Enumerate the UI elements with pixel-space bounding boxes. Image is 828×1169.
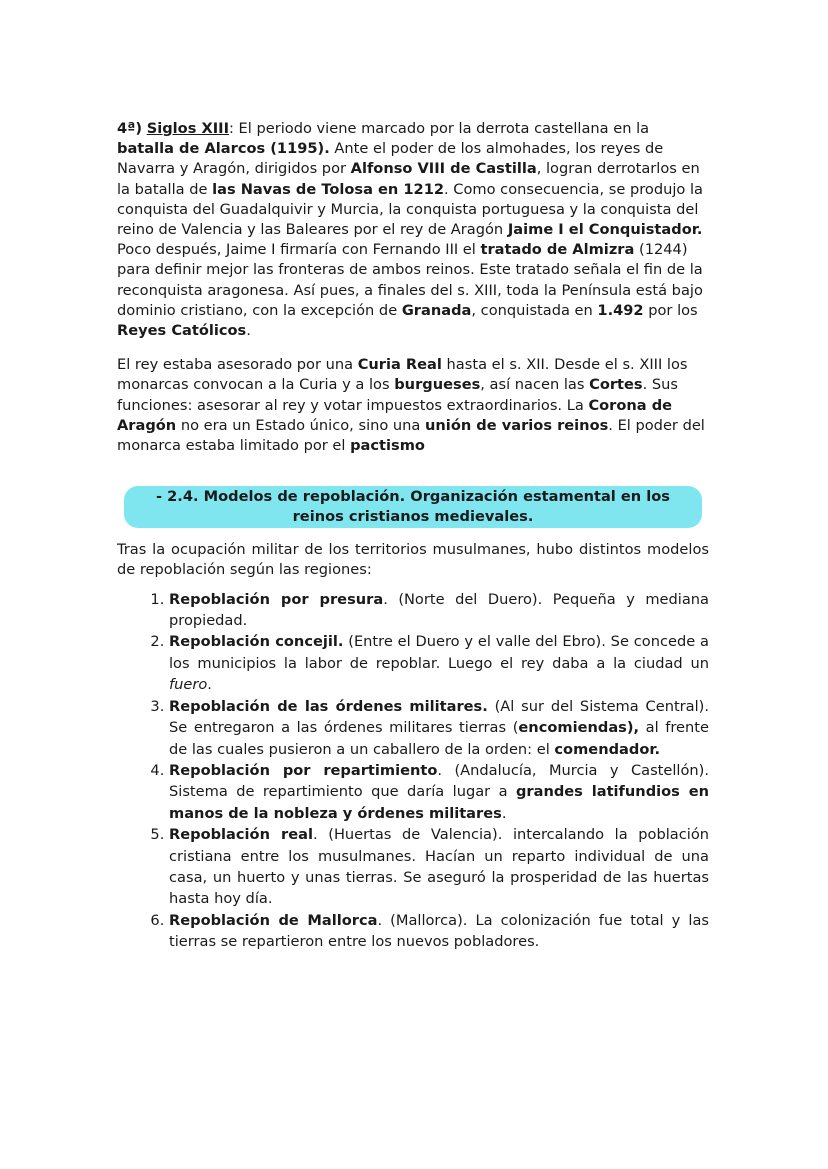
document-page	[117, 119, 709, 953]
list-item: 4. Repoblación por repartimiento. (Andalucía, Murcia y Castellón). Sistema de repartimiento que daría lugar a grandes latifundios en manos de la nobleza y órdenes militares.	[169, 760, 709, 824]
section-number: 4ª)	[117, 120, 143, 137]
section-4-paragraph: 4ª) Siglos XIII: El periodo viene marcado por la derrota castellana en la batalla de Alarcos (1195). Ante el poder de los almohades, los reyes de Navarra y Aragón, dirigidos por Alfonso VIII de Castilla, logran derrotarlos en la batalla de las Navas de Tolosa en 1212. Como consecuencia, se produjo la conquista del Guadalquivir y Murcia, la conquista portuguesa y la conquista del reino de Valencia y las Baleares por el rey de Aragón Jaime I el Conquistador. Poco después, Jaime I firmaría con Fernando III el tratado de Almizra (1244) para definir mejor las fronteras de ambos reinos. Este tratado señala el fin de la reconquista aragonesa. Así pues, a finales del s. XIII, toda la Península está bajo dominio cristiano, con la excepción de Granada, conquistada en 1.492 por los Reyes Católicos.	[117, 120, 703, 340]
section-banner-wrapper	[117, 486, 709, 528]
intro-paragraph: Tras la ocupación militar de los territorios musulmanes, hubo distintos modelos de repoblación según las regiones:	[117, 541, 709, 579]
list-item: 3. Repoblación de las órdenes militares. (Al sur del Sistema Central). Se entregaron a las órdenes militares tierras (encomiendas), al frente de las cuales pusieron a un caballero de la orden: el comendador.	[169, 696, 709, 760]
list-item: 5. Repoblación real. (Huertas de Valencia). intercalando la población cristiana entre los musulmanes. Hacían un reparto individual de una casa, un huerto y unas tierras. Se aseguró la prosperidad de las huertas hasta hoy día.	[169, 824, 709, 910]
monarchy-paragraph: El rey estaba asesorado por una Curia Real hasta el s. XII. Desde el s. XIII los monarcas convocan a la Curia y a los burgueses, así nacen las Cortes. Sus funciones: asesorar al rey y votar impuestos extraordinarios. La Corona de Aragón no era un Estado único, sino una unión de varios reinos. El poder del monarca estaba limitado por el pactismo	[117, 356, 705, 455]
list-item: 1. Repoblación por presura. (Norte del Duero). Pequeña y mediana propiedad.	[169, 589, 709, 632]
repopulation-models-list	[117, 589, 709, 953]
list-item: 2. Repoblación concejil. (Entre el Duero y el valle del Ebro). Se concede a los municipios la labor de repoblar. Luego el rey daba a la ciudad un fuero.	[169, 631, 709, 695]
list-item: 6. Repoblación de Mallorca. (Mallorca). La colonización fue total y las tierras se repartieron entre los nuevos pobladores.	[169, 910, 709, 953]
section-heading: Siglos XIII	[146, 120, 229, 137]
banner-line-2: reinos cristianos medievales.	[292, 508, 534, 526]
banner-line-1: - 2.4. Modelos de repoblación. Organización estamental en los	[156, 488, 670, 506]
section-banner	[124, 486, 702, 528]
